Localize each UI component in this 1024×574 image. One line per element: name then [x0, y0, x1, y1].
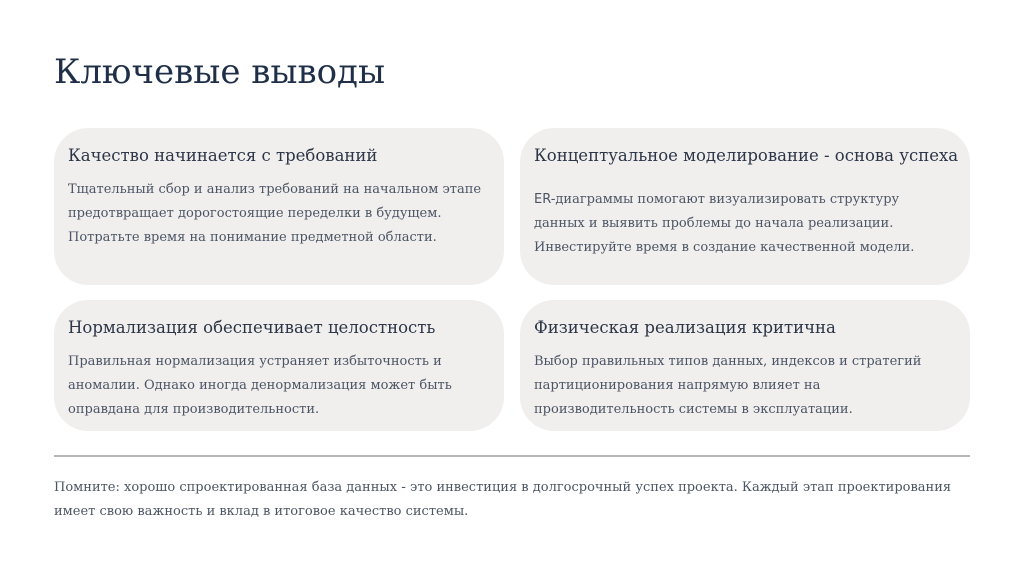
card-requirements	[54, 128, 504, 285]
card-text-body: диаграммы помогают визуализировать структуру данных и выявить проблемы до начала реализации. Инвестируйте время в создание качественной модели.	[534, 191, 915, 255]
card-heading: Качество начинается с требований	[68, 146, 378, 165]
card-heading: Нормализация обеспечивает целостность	[68, 318, 436, 337]
card-text: Выбор правильных типов данных, индексов и стратегий партиционирования напрямую влияет на производительность системы в эксплуатации.	[534, 353, 922, 417]
er-prefix: ER-	[534, 191, 556, 207]
card-heading: Физическая реализация критична	[534, 318, 836, 337]
card-conceptual-modeling	[520, 128, 970, 285]
card-text: Правильная нормализация устраняет избыточность и аномалии. Однако иногда денормализация может быть оправдана для производительности.	[68, 353, 452, 417]
card-text: Тщательный сбор и анализ требований на начальном этапе предотвращает дорогостоящие переделки в будущем. Потратьте время на понимание предметной области.	[68, 181, 482, 245]
footer-text-end: это инвестиция в долгосрочный успех проекта. Каждый этап проектирования имеет свою важность и вклад в итоговое качество системы.	[54, 480, 952, 519]
page-title: Ключевые выводы	[54, 52, 386, 92]
card-physical-implementation	[520, 300, 970, 431]
card-text	[534, 188, 954, 260]
footer-dash: -	[401, 480, 406, 495]
footer-text-start: Помните: хорошо спроектированная база данных	[54, 480, 402, 495]
footer-note	[54, 476, 970, 524]
card-normalization	[54, 300, 504, 431]
divider	[54, 455, 970, 457]
card-heading: Концептуальное моделирование - основа успеха	[534, 146, 959, 165]
